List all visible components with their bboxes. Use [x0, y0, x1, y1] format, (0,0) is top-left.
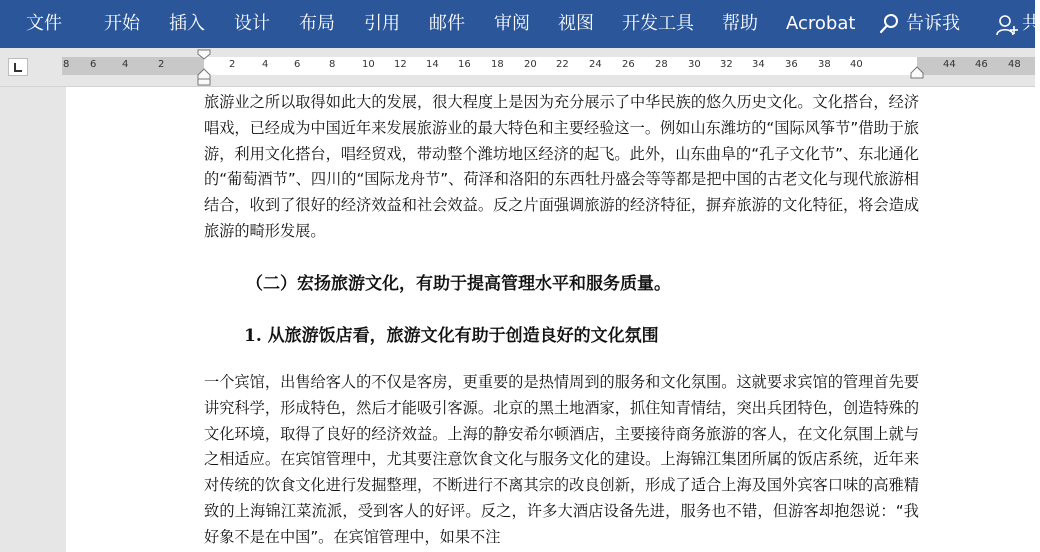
ruler-left-margin-zone — [62, 57, 204, 75]
heading-hotel-cultural-atmosphere[interactable]: 1. 从旅游饭店看，旅游文化有助于创造良好的文化氛围 — [244, 326, 659, 346]
paragraph-tourism-development[interactable]: 旅游业之所以取得如此大的发展，很大程度上是因为充分展示了中华民族的悠久历史文化。文化搭台，经济唱戏，已经成为中国近年来发展旅游业的最大特色和主要经验这一。例如山东潍坊的“国际风筝节”借助于旅游，利用文化搭台，唱经贸戏，带动整个潍坊地区经济的起飞。此外，山东曲阜的“孔子文化节”、东北通化的“葡萄酒节”、四川的“国际龙舟节”、荷泽和洛阳的东西牡丹盛会等等都是把中国的古老文化与现代旅游相结合，收到了很好的经济效益和社会效益。反之片面强调旅游的经济特征，摒弃旅游的文化特征，将会造成旅游的畸形发展。 — [204, 93, 919, 240]
ruler-tick-label: 46 — [975, 59, 988, 70]
ruler-tick-label: 14 — [426, 59, 439, 70]
ruler-tick-label: 2 — [229, 59, 236, 70]
ruler-tick-label: 34 — [752, 59, 765, 70]
tab-review[interactable]: 审阅 — [494, 13, 530, 34]
ruler-tick-label: 6 — [294, 59, 301, 70]
ruler-tick-label: 10 — [362, 59, 375, 70]
left-gutter — [0, 87, 66, 552]
heading-promote-tourism-culture[interactable]: （二）宏扬旅游文化，有助于提高管理水平和服务质量。 — [246, 274, 671, 294]
ruler-tick-label: 38 — [818, 59, 831, 70]
tab-references[interactable]: 引用 — [364, 13, 400, 34]
search-icon — [878, 13, 900, 35]
tab-acrobat[interactable]: Acrobat — [786, 13, 856, 34]
ruler-tick-label: 28 — [655, 59, 668, 70]
tab-developer[interactable]: 开发工具 — [622, 13, 694, 34]
tab-mailings[interactable]: 邮件 — [429, 13, 465, 34]
ruler-tick-label: 32 — [720, 59, 733, 70]
ruler-tick-label: 4 — [122, 59, 129, 70]
tab-home[interactable]: 开始 — [104, 13, 140, 34]
ruler-tick-label: 16 — [458, 59, 471, 70]
tell-me-search[interactable] — [878, 0, 960, 48]
ruler-tick-label: 40 — [850, 59, 863, 70]
ruler-tick-label: 2 — [158, 59, 165, 70]
document-body[interactable] — [204, 90, 919, 245]
tab-help[interactable]: 帮助 — [722, 13, 758, 34]
ruler-tick-label: 48 — [1008, 59, 1021, 70]
indent-marker-icon[interactable] — [197, 49, 211, 87]
tab-design[interactable]: 设计 — [234, 13, 270, 34]
paragraph-hotel-service[interactable]: 一个宾馆，出售给客人的不仅是客房，更重要的是热情周到的服务和文化氛围。这就要求宾馆的管理首先要讲究科学，形成特色，然后才能吸引客源。北京的黑土地酒家，抓住知青情结，突出兵团特色，创造特殊的文化环境，取得了良好的经济效益。上海的静安希尔顿酒店，主要接待商务旅游的客人，在文化氛围上就与之相适应。在宾馆管理中，尤其要注意饮食文化与服务文化的建设。上海锦江集团所属的饭店系统，近年来对传统的饮食文化进行发掘整理，不断进行不离其宗的改良创新，形成了适合上海及国外宾客口味的高雅精致的上海锦江菜流派，受到客人的好评。反之，许多大酒店设备先进，服务也不错，但游客却抱怨说：“我好象不是在中国”。在宾馆管理中，如果不注 — [204, 373, 919, 546]
tell-me-label: 告诉我 — [906, 13, 960, 34]
share-label[interactable]: 共 — [1022, 13, 1040, 34]
ruler-tick-label: 8 — [329, 59, 336, 70]
ruler-tick-label: 4 — [262, 59, 269, 70]
ruler-tick-label: 44 — [943, 59, 956, 70]
tab-insert[interactable]: 插入 — [169, 13, 205, 34]
ruler-tick-label: 22 — [556, 59, 569, 70]
tab-view[interactable]: 视图 — [558, 13, 594, 34]
ruler-tick-label: 26 — [622, 59, 635, 70]
document-body-2[interactable] — [204, 370, 919, 551]
ruler-tick-label: 24 — [589, 59, 602, 70]
ruler-tick-label: 12 — [394, 59, 407, 70]
tab-file[interactable]: 文件 — [26, 13, 62, 34]
right-indent-marker-icon[interactable] — [910, 66, 924, 80]
share-person-icon[interactable] — [996, 14, 1018, 36]
ruler-tick-label: 8 — [63, 59, 70, 70]
ribbon-tab-bar — [0, 0, 1040, 48]
ruler-tick-label: 36 — [785, 59, 798, 70]
ruler-tick-label: 6 — [90, 59, 97, 70]
tab-stop-selector-icon[interactable] — [8, 58, 28, 76]
ruler-tick-label: 30 — [688, 59, 701, 70]
ruler-tick-label: 18 — [491, 59, 504, 70]
tab-layout[interactable]: 布局 — [299, 13, 335, 34]
ruler-tick-label: 20 — [524, 59, 537, 70]
